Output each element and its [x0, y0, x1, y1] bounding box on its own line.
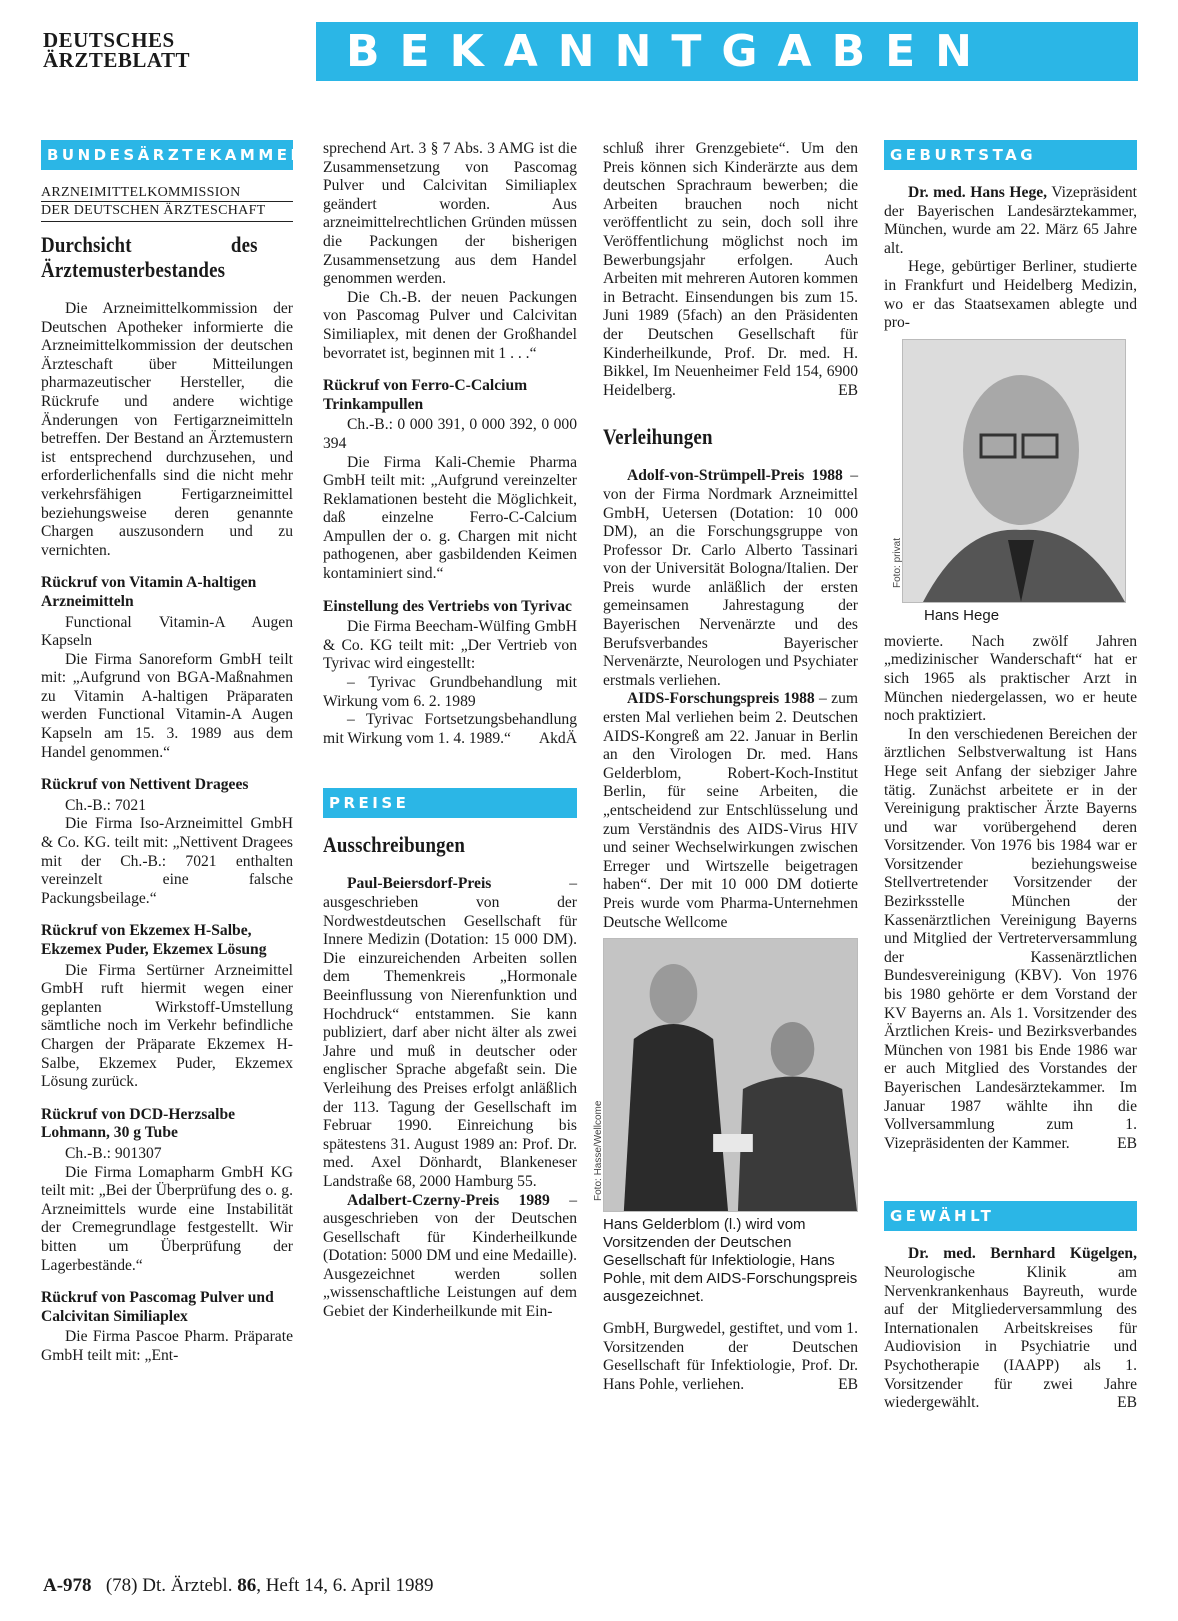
paragraph: Die Firma Sertürner Arzneimittel GmbH ruft hiermit wegen einer geplanten Wirkstoff-Umstellung sämtliche noch im Verkehr befindliche Chargen der Präparate Ekzemex H-Salbe, Ekzemex Puder, Ekzemex Lösung zurück. — [41, 961, 293, 1091]
paragraph: Die Firma Lomapharm GmbH KG teilt mit: „Bei der Überprüfung des o. g. Arzneimittels wurde eine Instabilität der Cremegrundlage festgestellt. Wir bitten um Überprüfung der Lagerbestände.“ — [41, 1163, 293, 1274]
subheading: Rückruf von Vitamin A-haltigen Arzneimitteln — [41, 574, 257, 610]
column-1 — [41, 140, 306, 1365]
text: – Tyrivac Fortsetzungsbehandlung mit Wirkung vom 1. 4. 1989.“ — [323, 711, 577, 747]
portrait-photo — [892, 339, 1126, 603]
page-footer — [43, 1575, 434, 1597]
photo-caption: Hans Hege — [924, 606, 1000, 624]
article-headline: Durchsicht des Ärztemusterbestandes — [41, 232, 258, 282]
paragraph: – Tyrivac Grundbehandlung mit Wirkung vom 6. 2. 1989 — [323, 674, 577, 710]
signature: EB — [1117, 1394, 1137, 1412]
text: schluß ihrer Grenzgebiete“. Um den Preis können sich Kinderärzte aus dem deutschen Sprachraum bewerben; die Arbeiten brauchen noch nicht veröffentlicht zu sein, doch soll ihre Veröffentlichung möglichst noch im Bewerbungsjahr erfolgen. Auch Arbeiten mit mehreren Autoren kommen in Betracht. Einsendungen bis zum 15. Juni 1989 (5fach) an den Präsidenten der Deutschen Gesellschaft für Kinderheilkunde, Prof. Dr. med. H. Bikkel, Im Neuenheimer Feld 154, 6900 Heidelberg. — [603, 140, 858, 399]
paragraph — [603, 467, 858, 690]
paragraph — [323, 711, 577, 748]
paragraph — [603, 140, 858, 400]
paragraph — [884, 184, 1137, 258]
column-4 — [884, 140, 1137, 1413]
paragraph: Die Firma Sanoreform GmbH teilt mit: „Aufgrund von BGA-Maßnahmen zu Vitamin A-haltigen Präparaten werden Functional Vitamin-A Augen Kapseln am 15. 3. 1989 aus dem Handel genommen.“ — [41, 650, 293, 761]
paragraph — [603, 690, 858, 932]
photo-credit: Foto: Hasse/Wellcome — [593, 1100, 604, 1202]
paragraph: Hege, gebürtiger Berliner, studierte in Frankfurt und Heidelberg Medizin, wo er das Staatsexamen ablegte und pro- — [884, 258, 1137, 332]
paragraph: Ch.-B.: 0 000 391, 0 000 392, 0 000 394 — [323, 416, 577, 452]
paragraph: Die Firma Kali-Chemie Pharma GmbH teilt mit: „Aufgrund vereinzelter Reklamationen besteht die Möglichkeit, daß einzelne Ferro-C-Calcium Ampullen der o. g. Chargen mit nicht pathogenen, aber gasbildenden Keimen kontaminiert sind.“ — [323, 453, 577, 583]
paragraph: sprechend Art. 3 § 7 Abs. 3 AMG ist die Zusammensetzung von Pascomag Pulver und Calcivitan Similiaplex geändert worden. Aus arzneimittelrechtlichen Gründen müssen die Packungen der bisherigen Zusammensetzung aus dem Handel genommen werden. — [323, 140, 577, 288]
subheading: Rückruf von Pascomag Pulver und Calcivitan Similiaplex — [41, 1289, 274, 1325]
section-label-preise: PREISE — [323, 788, 577, 818]
section-label-geburtstag: GEBURTSTAG — [884, 140, 1137, 170]
masthead-logo — [43, 30, 190, 70]
photo-caption: Hans Gelderblom (l.) wird vom Vorsitzenden der Deutschen Gesellschaft für Infektiologie, Hans Pohle, mit dem AIDS-Forschungspreis ausgezeichnet. — [603, 1216, 858, 1306]
paragraph — [323, 1192, 577, 1322]
paragraph: Die Arzneimittelkommission der Deutschen Apotheker informierte die Arzneimittelkommission der deutschen Ärzteschaft über Mitteilungen pharmazeutischer Hersteller, die Rückrufe und andere wichtige Änderungen von Fertigarzneimitteln betreffen. Der Bestand an Ärztemustern ist entsprechend durchzusehen, und erforderlichenfalls sind die nicht mehr verkehrsfähigen Fertigarzneimittel beziehungsweise deren genannte Chargen auszusondern und zu vernichten. — [41, 300, 293, 559]
paragraph: Die Firma Iso-Arzneimittel GmbH & Co. KG. teilt mit: „Nettivent Dragees mit der Ch.-B.: 7021 enthalten vereinzelt eine falsche Packungsbeilage.“ — [41, 815, 293, 907]
article-headline: Verleihungen — [603, 424, 713, 450]
award-photo — [593, 938, 858, 1212]
subheading: Rückruf von Ferro-C-Calcium Trinkampullen — [323, 377, 528, 413]
paragraph: Die Ch.-B. der neuen Packungen von Pascomag Pulver und Calcivitan Similiaplex, mit denen der Großhandel bevorratet ist, beginnen mit 1 . . .“ — [323, 288, 577, 362]
citation-prefix: (78) Dt. Ärztebl. — [105, 1575, 238, 1596]
text: Neurologische Klinik am Nervenkrankenhaus Bayreuth, wurde auf der Mitgliederversammlung des Internationalen Arbeitskreises für Audiovision in Psychiatrie und Psychotherapie (IAAPP) als 1. Vorsitzender für zwei Jahre wiedergewählt. — [884, 1263, 1137, 1412]
text: GmbH, Burgwedel, gestiftet, und vom 1. Vorsitzenden der Deutschen Gesellschaft für Infektiologie, Prof. Dr. Hans Pohle, verliehen. — [603, 1320, 858, 1393]
citation-suffix: , Heft 14, 6. April 1989 — [256, 1575, 434, 1596]
prize-name: AIDS-Forschungspreis 1988 — [627, 690, 815, 708]
prize-name: Adolf-von-Strümpell-Preis 1988 — [627, 467, 843, 485]
paragraph: Ch.-B.: 901307 — [65, 1144, 162, 1162]
page-number: A-978 — [43, 1575, 92, 1596]
paragraph: Functional Vitamin-A Augen Kapseln — [41, 613, 293, 650]
portrait-photo-image — [903, 340, 1125, 602]
masthead-line2: ÄRZTEBLATT — [43, 48, 190, 72]
paragraph: Die Firma Pascoe Pharm. Präparate GmbH teilt mit: „Ent- — [41, 1328, 293, 1364]
award-photo-image — [604, 939, 857, 1211]
volume: 86 — [237, 1575, 257, 1596]
text: In den verschiedenen Bereichen der ärztlichen Selbstverwaltung ist Hans Hege seit Anfang der siebziger Jahre tätig. Zunächst arbeitete er in der Vereinigung praktischer Ärzte Bayerns und war vorübergehend deren Vorsitzender. Von 1976 bis 1984 war er Vorsitzender beziehungsweise Stellvertretender Vorsitzender der Bezirksstelle München der Kassenärztlichen Vereinigung Bayerns und Mitglied der Vertreterversammlung der Kassenärztlichen Bundesvereinigung (KBV). Von 1976 bis 1980 gehörte er dem Vorstand der KV Bayerns an. Als 1. Vorsitzender des Ärztlichen Kreis- und Bezirksverbandes München von 1981 bis Ende 1986 war er auch Mitglied des Vorstandes der Bayerischen Landesärztekammer. Im Januar 1987 wählte ihn die Vollversammlung zum 1. Vizepräsidenten der Kammer. — [884, 725, 1137, 1152]
article-headline: Ausschreibungen — [323, 832, 466, 858]
paragraph — [603, 1320, 858, 1394]
signature: AkdÄ — [538, 729, 577, 747]
signature: EB — [838, 381, 858, 399]
section-label-bundesaerztekammer: BUNDESÄRZTEKAMMER — [41, 140, 293, 170]
prize-name: Paul-Beiersdorf-Preis — [347, 875, 492, 893]
subheading: Rückruf von Ekzemex H-Salbe, Ekzemex Puder, Ekzemex Lösung — [41, 922, 267, 958]
masthead-line1: DEUTSCHES — [43, 28, 175, 52]
paragraph: movierte. Nach zwölf Jahren „medizinischer Wanderschaft“ hat er sich 1965 als praktischer Arzt in München niedergelassen, wo er heute noch praktiziert. — [884, 632, 1137, 725]
signature: EB — [1117, 1134, 1137, 1152]
paragraph: Die Firma Beecham-Wülfing GmbH & Co. KG teilt mit: „Der Vertrieb von Tyrivac wird eingestellt: — [323, 618, 577, 673]
subheading: Rückruf von Nettivent Dragees — [41, 776, 249, 794]
text: – ausgeschrieben von der Nordwestdeutschen Gesellschaft für Innere Medizin (Dotation: 15 000 DM). Die einzureichenden Arbeiten sollen dem Themenkreis „Hormonale Beeinflussung von Nierenfunktion und Hochdruck“ entstammen. Sie kann publiziert, darf aber nicht älter als zwei Jahre und muß in deutscher oder englischer Sprache abgefaßt sein. Die Verleihung des Preises erfolgt anläßlich der 113. Tagung der Gesellschaft im Februar 1990. Einreichung bis spätestens 31. August 1989 an: Prof. Dr. med. Axel Dönhardt, Blankeneser Landstraße 68, 2000 Hamburg 55. — [323, 875, 577, 1190]
prize-name: Adalbert-Czerny-Preis 1989 — [347, 1191, 550, 1209]
kicker — [41, 184, 293, 222]
column-2 — [323, 140, 577, 1322]
paragraph — [884, 726, 1137, 1154]
column-3 — [593, 140, 858, 1395]
subheading: Einstellung des Vertriebs von Tyrivac — [323, 597, 572, 615]
photo-credit: Foto: privat — [892, 537, 903, 588]
text: – von der Firma Nordmark Arzneimittel GmbH, Uetersen (Dotation: 10 000 DM), an die Forschungsgruppe von Professor Dr. Carlo Alberto Tassinari von der Universität Bologna/Italien. Der Preis wurde anläßlich der ersten gemeinsamen Jahrestagung der Bayerischen Nervenärzte und des Berufsverbandes Bayerischer Nervenärzte, Neurologen und Psychiater erstmals verliehen. — [603, 467, 858, 689]
text: Vizepräsident der Bayerischen Landesärztekammer, München, wurde am 22. März 65 Jahre alt. — [884, 184, 1137, 257]
paragraph — [884, 1245, 1137, 1412]
text: – ausgeschrieben von der Deutschen Gesellschaft für Kinderheilkunde (Dotation: 5000 DM und eine Medaille). Ausgezeichnet werden sollen „wissenschaftliche Leistungen auf dem Gebiet der Kinderheilkunde mit Ein- — [323, 1191, 577, 1321]
section-label-gewaehlt: GEWÄHLT — [884, 1201, 1137, 1231]
text: – zum ersten Mal verliehen beim 2. Deutschen AIDS-Kongreß am 22. Januar in Berlin an den Virologen Dr. med. Hans Gelderblom, Robert-Koch-Institut Berlin, für seine Arbeiten, die „entscheidend zur Entschlüsselung und zum Verständnis des AIDS-Virus HIV und seiner Wechselwirkungen zwischen Erreger und Wirtszelle beigetragen haben“. Der mit 10 000 DM dotierte Preis wurde vom Pharma-Unternehmen Deutsche Wellcome — [603, 690, 858, 931]
kicker-line2: DER DEUTSCHEN ÄRZTESCHAFT — [41, 203, 266, 218]
person-name: Dr. med. Bernhard Kügelgen, — [908, 1245, 1137, 1263]
person-name: Dr. med. Hans Hege, — [908, 184, 1048, 201]
subheading: Rückruf von DCD-Herzsalbe Lohmann, 30 g Tube — [41, 1105, 236, 1142]
paragraph — [323, 875, 577, 1191]
paragraph: Ch.-B.: 7021 — [65, 796, 147, 814]
kicker-line1: ARZNEIMITTELKOMMISSION — [41, 184, 293, 202]
signature: EB — [838, 1375, 858, 1393]
section-banner: BEKANNTGABEN — [316, 22, 1138, 81]
